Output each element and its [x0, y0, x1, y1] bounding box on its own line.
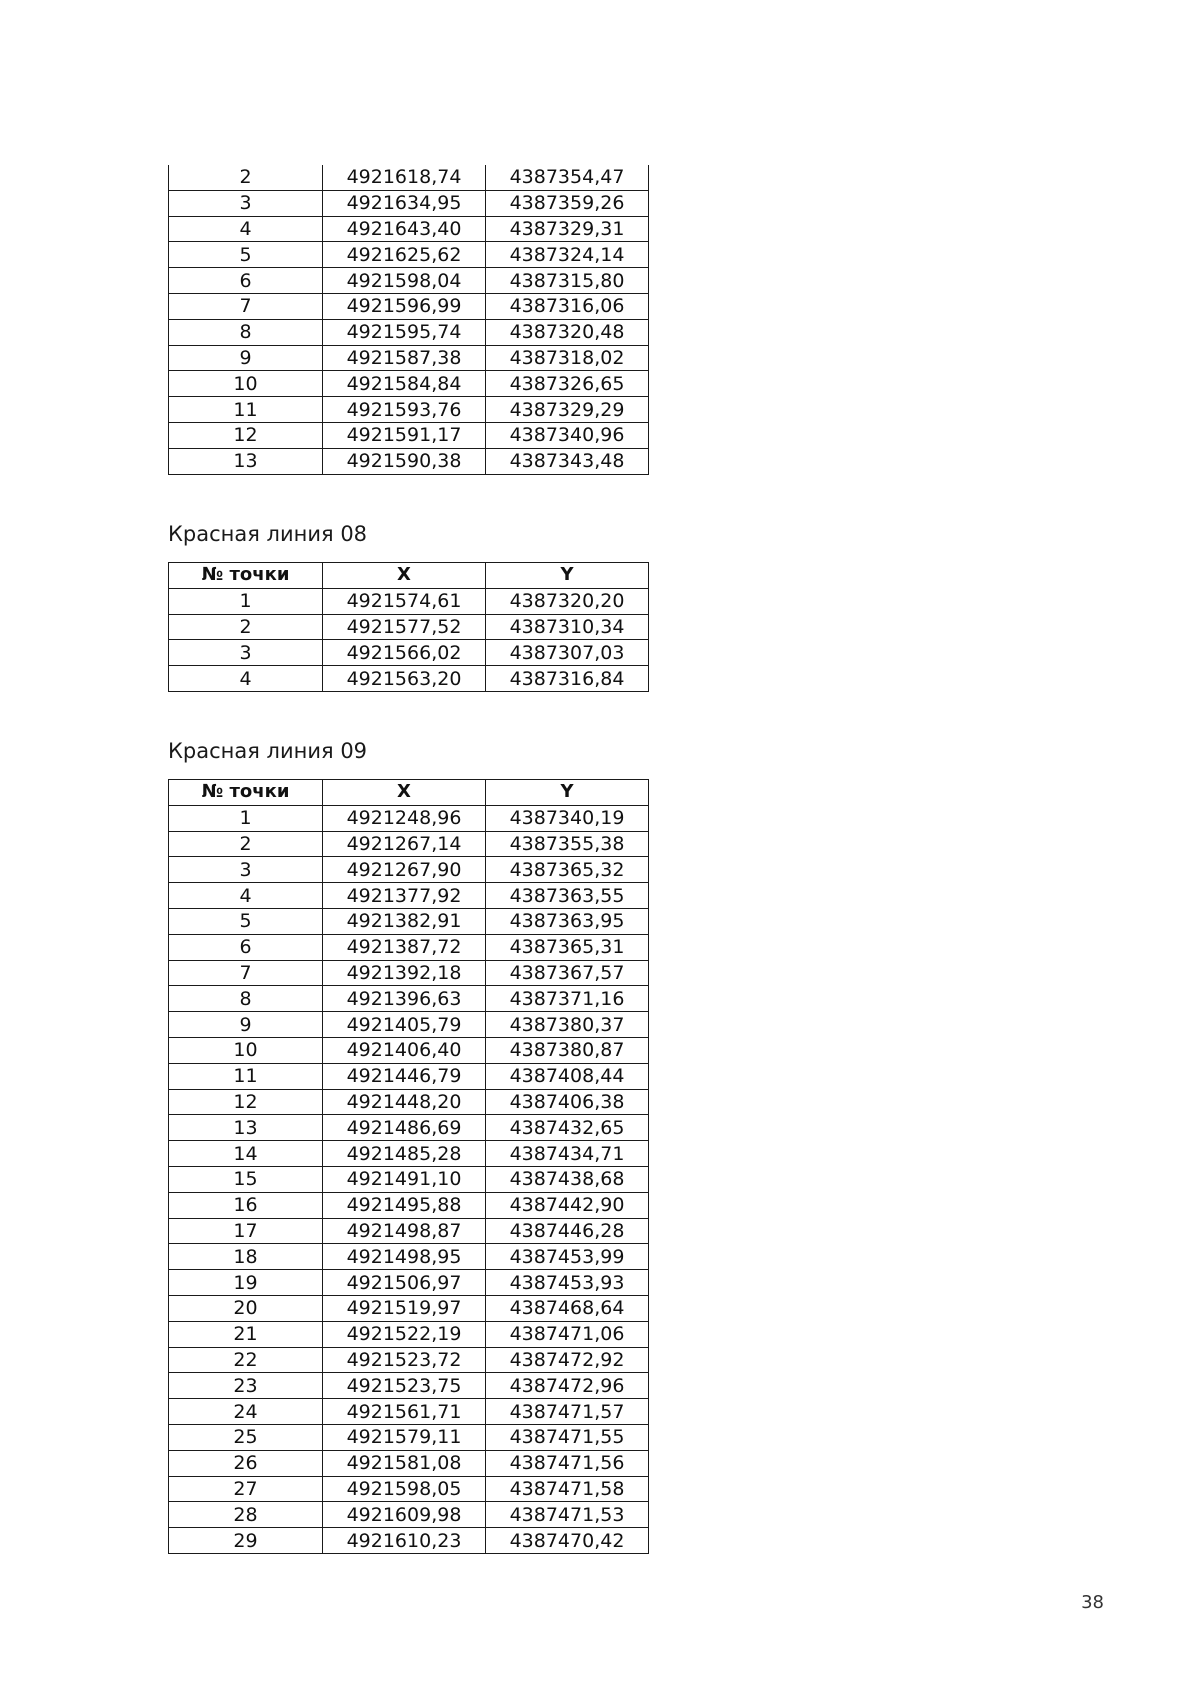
x-coordinate-cell: 4921561,71: [323, 1399, 486, 1425]
y-coordinate-cell: 4387472,92: [486, 1347, 649, 1373]
column-header-point-number: № точки: [169, 780, 323, 806]
table-row: [169, 1012, 649, 1038]
table-row: [169, 1141, 649, 1167]
point-number-cell: 18: [169, 1244, 323, 1270]
x-coordinate-cell: 4921406,40: [323, 1037, 486, 1063]
point-number-cell: 1: [169, 805, 323, 831]
y-coordinate-cell: 4387468,64: [486, 1295, 649, 1321]
x-coordinate-cell: 4921377,92: [323, 883, 486, 909]
y-coordinate-cell: 4387310,34: [486, 614, 649, 640]
point-number-cell: 27: [169, 1476, 323, 1502]
table-header-row: [169, 780, 649, 806]
x-coordinate-cell: 4921618,74: [323, 165, 486, 190]
y-coordinate-cell: 4387406,38: [486, 1089, 649, 1115]
point-number-cell: 2: [169, 614, 323, 640]
coordinates-table-line-08: [168, 562, 649, 692]
x-coordinate-cell: 4921506,97: [323, 1270, 486, 1296]
table-row: [169, 422, 649, 448]
x-coordinate-cell: 4921579,11: [323, 1424, 486, 1450]
x-coordinate-cell: 4921577,52: [323, 614, 486, 640]
x-coordinate-cell: 4921598,04: [323, 268, 486, 294]
table-row: [169, 1502, 649, 1528]
x-coordinate-cell: 4921598,05: [323, 1476, 486, 1502]
y-coordinate-cell: 4387432,65: [486, 1115, 649, 1141]
y-coordinate-cell: 4387471,53: [486, 1502, 649, 1528]
y-coordinate-cell: 4387316,06: [486, 293, 649, 319]
y-coordinate-cell: 4387326,65: [486, 371, 649, 397]
x-coordinate-cell: 4921625,62: [323, 242, 486, 268]
x-coordinate-cell: 4921392,18: [323, 960, 486, 986]
y-coordinate-cell: 4387318,02: [486, 345, 649, 371]
point-number-cell: 3: [169, 857, 323, 883]
x-coordinate-cell: 4921498,87: [323, 1218, 486, 1244]
point-number-cell: 6: [169, 934, 323, 960]
column-header-x: X: [323, 780, 486, 806]
y-coordinate-cell: 4387363,95: [486, 908, 649, 934]
point-number-cell: 17: [169, 1218, 323, 1244]
point-number-cell: 20: [169, 1295, 323, 1321]
table-row: [169, 960, 649, 986]
point-number-cell: 29: [169, 1528, 323, 1554]
table-row: [169, 805, 649, 831]
y-coordinate-cell: 4387320,48: [486, 319, 649, 345]
column-header-x: X: [323, 563, 486, 589]
y-coordinate-cell: 4387359,26: [486, 190, 649, 216]
y-coordinate-cell: 4387340,19: [486, 805, 649, 831]
table-row: [169, 1037, 649, 1063]
point-number-cell: 19: [169, 1270, 323, 1296]
y-coordinate-cell: 4387365,31: [486, 934, 649, 960]
point-number-cell: 8: [169, 319, 323, 345]
y-coordinate-cell: 4387329,31: [486, 216, 649, 242]
point-number-cell: 9: [169, 345, 323, 371]
table-row: [169, 216, 649, 242]
x-coordinate-cell: 4921495,88: [323, 1192, 486, 1218]
table-row: [169, 268, 649, 294]
column-header-point-number: № точки: [169, 563, 323, 589]
table-row: [169, 371, 649, 397]
x-coordinate-cell: 4921248,96: [323, 805, 486, 831]
table-row: [169, 986, 649, 1012]
table-row: [169, 614, 649, 640]
point-number-cell: 5: [169, 242, 323, 268]
table-row: [169, 1295, 649, 1321]
table-row: [169, 397, 649, 423]
y-coordinate-cell: 4387470,42: [486, 1528, 649, 1554]
table-row: [169, 1192, 649, 1218]
section-heading-line-09: Красная линия 09: [168, 739, 368, 763]
table-row: [169, 1424, 649, 1450]
point-number-cell: 12: [169, 1089, 323, 1115]
point-number-cell: 11: [169, 1063, 323, 1089]
y-coordinate-cell: 4387367,57: [486, 960, 649, 986]
y-coordinate-cell: 4387408,44: [486, 1063, 649, 1089]
x-coordinate-cell: 4921387,72: [323, 934, 486, 960]
table-row: [169, 1115, 649, 1141]
table-row: [169, 934, 649, 960]
table-row: [169, 588, 649, 614]
y-coordinate-cell: 4387324,14: [486, 242, 649, 268]
x-coordinate-cell: 4921523,72: [323, 1347, 486, 1373]
point-number-cell: 28: [169, 1502, 323, 1528]
x-coordinate-cell: 4921519,97: [323, 1295, 486, 1321]
point-number-cell: 4: [169, 666, 323, 692]
y-coordinate-cell: 4387363,55: [486, 883, 649, 909]
point-number-cell: 23: [169, 1373, 323, 1399]
table-row: [169, 1321, 649, 1347]
page-number: 38: [1081, 1592, 1104, 1613]
y-coordinate-cell: 4387329,29: [486, 397, 649, 423]
table-row: [169, 831, 649, 857]
y-coordinate-cell: 4387471,58: [486, 1476, 649, 1502]
x-coordinate-cell: 4921610,23: [323, 1528, 486, 1554]
point-number-cell: 7: [169, 293, 323, 319]
y-coordinate-cell: 4387365,32: [486, 857, 649, 883]
table-row: [169, 1063, 649, 1089]
y-coordinate-cell: 4387471,55: [486, 1424, 649, 1450]
point-number-cell: 10: [169, 1037, 323, 1063]
point-number-cell: 21: [169, 1321, 323, 1347]
column-header-y: Y: [486, 780, 649, 806]
table-row: [169, 319, 649, 345]
table-row: [169, 345, 649, 371]
x-coordinate-cell: 4921448,20: [323, 1089, 486, 1115]
table-row: [169, 1528, 649, 1554]
x-coordinate-cell: 4921498,95: [323, 1244, 486, 1270]
table-row: [169, 1166, 649, 1192]
x-coordinate-cell: 4921396,63: [323, 986, 486, 1012]
point-number-cell: 25: [169, 1424, 323, 1450]
y-coordinate-cell: 4387315,80: [486, 268, 649, 294]
table-row: [169, 1476, 649, 1502]
column-header-y: Y: [486, 563, 649, 589]
y-coordinate-cell: 4387446,28: [486, 1218, 649, 1244]
x-coordinate-cell: 4921486,69: [323, 1115, 486, 1141]
table-row: [169, 857, 649, 883]
table-row: [169, 242, 649, 268]
x-coordinate-cell: 4921485,28: [323, 1141, 486, 1167]
point-number-cell: 2: [169, 165, 323, 190]
table-row: [169, 1218, 649, 1244]
y-coordinate-cell: 4387340,96: [486, 422, 649, 448]
x-coordinate-cell: 4921581,08: [323, 1450, 486, 1476]
y-coordinate-cell: 4387380,87: [486, 1037, 649, 1063]
x-coordinate-cell: 4921267,14: [323, 831, 486, 857]
x-coordinate-cell: 4921596,99: [323, 293, 486, 319]
x-coordinate-cell: 4921591,17: [323, 422, 486, 448]
y-coordinate-cell: 4387471,06: [486, 1321, 649, 1347]
y-coordinate-cell: 4387380,37: [486, 1012, 649, 1038]
table-row: [169, 165, 649, 190]
y-coordinate-cell: 4387453,93: [486, 1270, 649, 1296]
x-coordinate-cell: 4921382,91: [323, 908, 486, 934]
y-coordinate-cell: 4387371,16: [486, 986, 649, 1012]
point-number-cell: 3: [169, 640, 323, 666]
point-number-cell: 8: [169, 986, 323, 1012]
x-coordinate-cell: 4921267,90: [323, 857, 486, 883]
table-row: [169, 1347, 649, 1373]
table-row: [169, 908, 649, 934]
x-coordinate-cell: 4921634,95: [323, 190, 486, 216]
y-coordinate-cell: 4387471,56: [486, 1450, 649, 1476]
point-number-cell: 22: [169, 1347, 323, 1373]
table-row: [169, 448, 649, 474]
table-row: [169, 1450, 649, 1476]
point-number-cell: 4: [169, 883, 323, 909]
point-number-cell: 13: [169, 1115, 323, 1141]
table-row: [169, 1089, 649, 1115]
x-coordinate-cell: 4921587,38: [323, 345, 486, 371]
table-row: [169, 640, 649, 666]
point-number-cell: 16: [169, 1192, 323, 1218]
y-coordinate-cell: 4387354,47: [486, 165, 649, 190]
x-coordinate-cell: 4921590,38: [323, 448, 486, 474]
table-row: [169, 1399, 649, 1425]
point-number-cell: 7: [169, 960, 323, 986]
point-number-cell: 13: [169, 448, 323, 474]
point-number-cell: 15: [169, 1166, 323, 1192]
table-row: [169, 1270, 649, 1296]
point-number-cell: 14: [169, 1141, 323, 1167]
point-number-cell: 5: [169, 908, 323, 934]
coordinates-table-line-09: [168, 779, 649, 1554]
y-coordinate-cell: 4387320,20: [486, 588, 649, 614]
x-coordinate-cell: 4921522,19: [323, 1321, 486, 1347]
section-heading-line-08: Красная линия 08: [168, 522, 368, 546]
y-coordinate-cell: 4387453,99: [486, 1244, 649, 1270]
point-number-cell: 26: [169, 1450, 323, 1476]
x-coordinate-cell: 4921563,20: [323, 666, 486, 692]
table-header-row: [169, 563, 649, 589]
y-coordinate-cell: 4387307,03: [486, 640, 649, 666]
point-number-cell: 11: [169, 397, 323, 423]
x-coordinate-cell: 4921595,74: [323, 319, 486, 345]
x-coordinate-cell: 4921643,40: [323, 216, 486, 242]
coordinates-table-continued: [168, 165, 649, 475]
point-number-cell: 3: [169, 190, 323, 216]
x-coordinate-cell: 4921574,61: [323, 588, 486, 614]
point-number-cell: 12: [169, 422, 323, 448]
point-number-cell: 4: [169, 216, 323, 242]
y-coordinate-cell: 4387471,57: [486, 1399, 649, 1425]
x-coordinate-cell: 4921523,75: [323, 1373, 486, 1399]
y-coordinate-cell: 4387355,38: [486, 831, 649, 857]
x-coordinate-cell: 4921491,10: [323, 1166, 486, 1192]
y-coordinate-cell: 4387472,96: [486, 1373, 649, 1399]
point-number-cell: 9: [169, 1012, 323, 1038]
x-coordinate-cell: 4921584,84: [323, 371, 486, 397]
y-coordinate-cell: 4387438,68: [486, 1166, 649, 1192]
table-row: [169, 883, 649, 909]
point-number-cell: 6: [169, 268, 323, 294]
y-coordinate-cell: 4387343,48: [486, 448, 649, 474]
table-row: [169, 190, 649, 216]
point-number-cell: 2: [169, 831, 323, 857]
table-row: [169, 666, 649, 692]
x-coordinate-cell: 4921593,76: [323, 397, 486, 423]
table-row: [169, 1373, 649, 1399]
y-coordinate-cell: 4387442,90: [486, 1192, 649, 1218]
table-row: [169, 1244, 649, 1270]
point-number-cell: 24: [169, 1399, 323, 1425]
y-coordinate-cell: 4387434,71: [486, 1141, 649, 1167]
y-coordinate-cell: 4387316,84: [486, 666, 649, 692]
x-coordinate-cell: 4921446,79: [323, 1063, 486, 1089]
x-coordinate-cell: 4921609,98: [323, 1502, 486, 1528]
point-number-cell: 10: [169, 371, 323, 397]
x-coordinate-cell: 4921566,02: [323, 640, 486, 666]
x-coordinate-cell: 4921405,79: [323, 1012, 486, 1038]
table-row: [169, 293, 649, 319]
point-number-cell: 1: [169, 588, 323, 614]
